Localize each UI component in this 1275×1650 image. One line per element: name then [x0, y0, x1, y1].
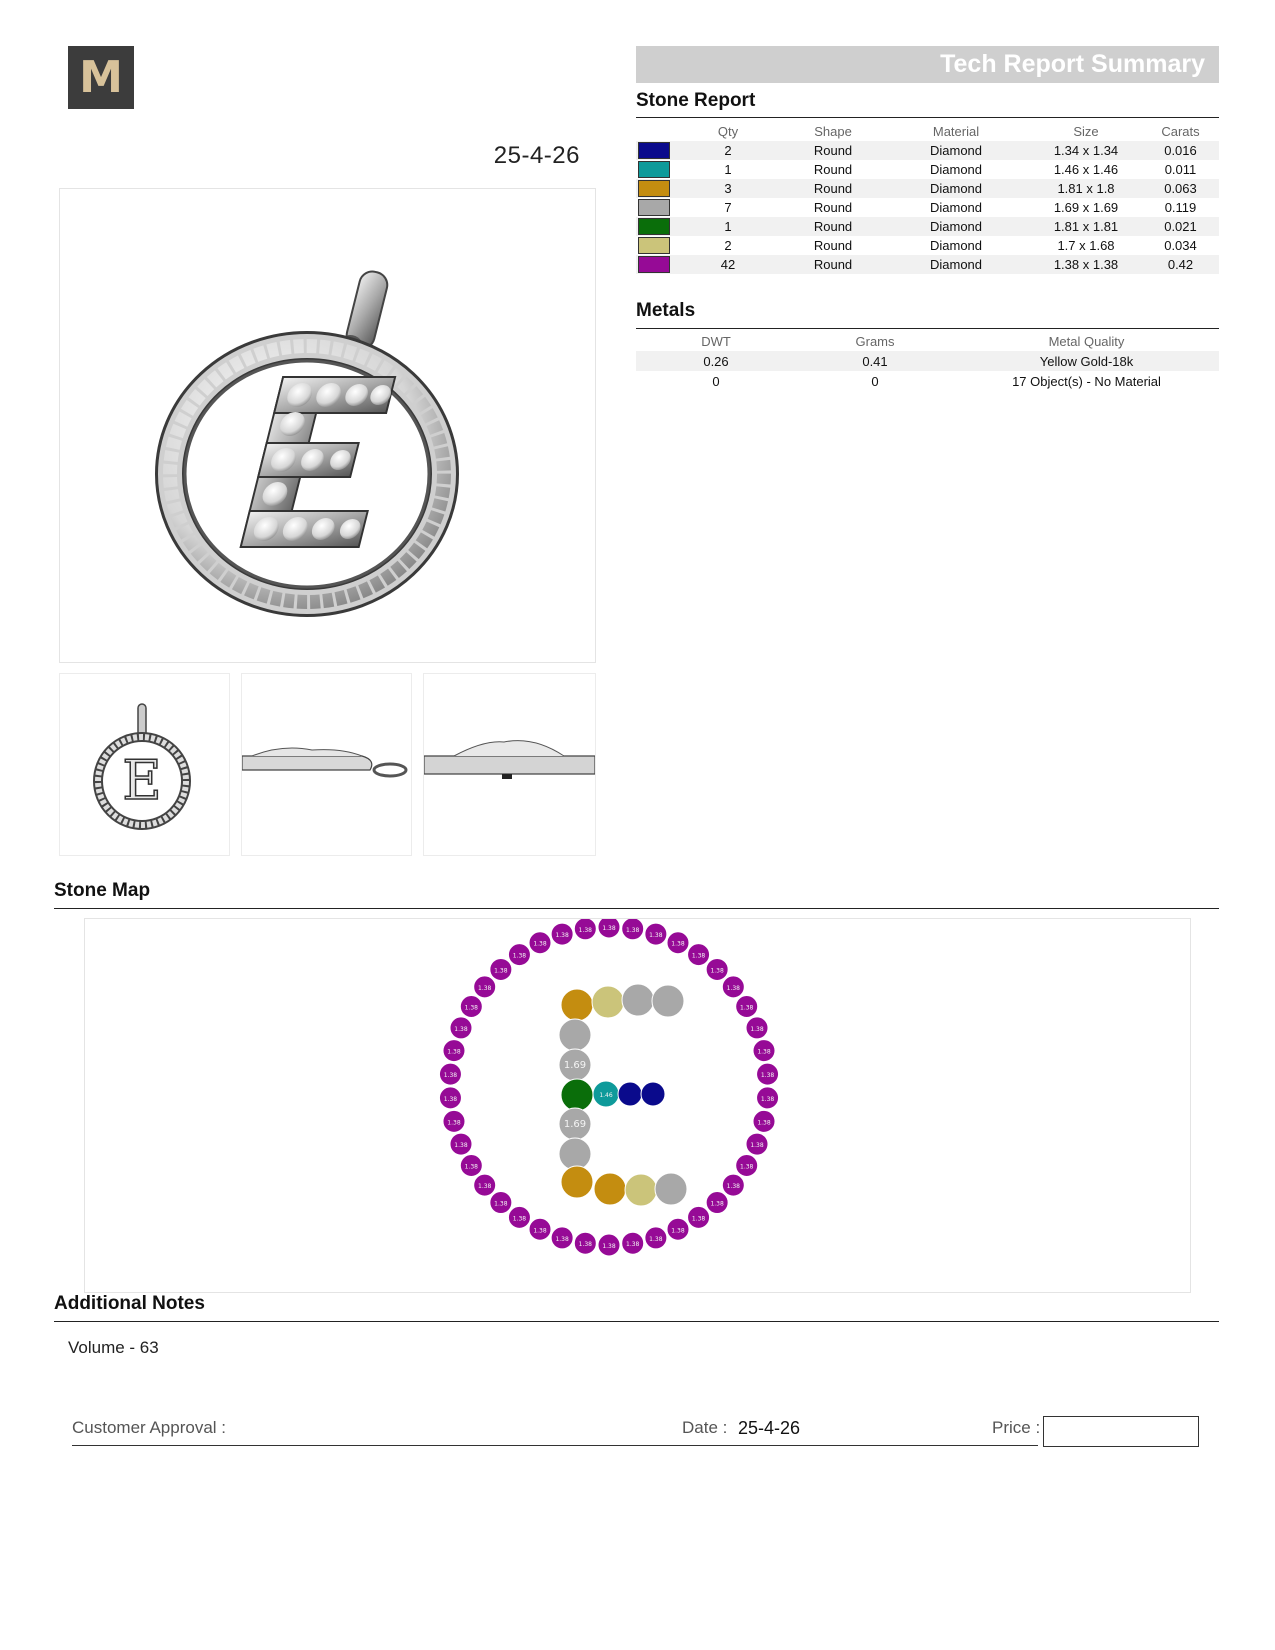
- material-column-header: Material: [932, 124, 980, 139]
- stone-qty-cell: 3: [672, 179, 784, 198]
- main-render-view: [59, 188, 596, 663]
- metal-dwt-cell: 0.26: [636, 351, 796, 371]
- stone-size-label: 1.69: [563, 1060, 587, 1071]
- stone-qty-cell: 7: [724, 200, 732, 215]
- stone-material-cell: Diamond: [929, 200, 983, 215]
- stone-size-label: 1.38: [443, 1072, 458, 1080]
- stone-shape-cell: Round: [784, 217, 882, 236]
- stone-size-label: 1.38: [757, 1119, 771, 1127]
- stone-size-cell: 1.34 x 1.34: [1030, 141, 1142, 160]
- stone-row: [636, 236, 1219, 255]
- stone-shape-cell: Round: [784, 255, 882, 274]
- stone-size-cell: 1.81 x 1.81: [1030, 217, 1142, 236]
- stone-material-cell: Diamond: [882, 217, 1030, 236]
- side-view-render: [242, 674, 411, 855]
- letter-stone: [594, 1173, 626, 1205]
- stone-size-cell: 1.69 x 1.69: [1053, 200, 1119, 215]
- stone-size-label: 1.38: [649, 1235, 663, 1243]
- stone-map-heading: Stone Map: [54, 880, 151, 901]
- stone-size-label: 1.38: [726, 1183, 740, 1191]
- stone-size-label: 1.38: [555, 932, 569, 940]
- stone-size-label: 1.38: [710, 967, 724, 975]
- stone-map-diagram: [85, 919, 1190, 1292]
- metal-quality-column-header: Metal Quality: [1048, 334, 1125, 349]
- stone-report-table: [636, 122, 1219, 274]
- stone-size-label: 1.38: [494, 1200, 508, 1208]
- stone-qty-cell: 42: [672, 255, 784, 274]
- metal-row: [636, 371, 1219, 391]
- stone-color-cell: [636, 236, 672, 255]
- stone-size-label: 1.38: [555, 1235, 569, 1243]
- stone-material-cell: Diamond: [929, 162, 983, 177]
- edge-view-thumbnail: [423, 673, 596, 856]
- stone-size-label: 1.38: [447, 1119, 461, 1127]
- report-title-bar: [636, 46, 1219, 83]
- svg-text:E: E: [122, 749, 162, 812]
- letter-stone: [559, 1019, 591, 1051]
- stone-size-label: 1.38: [626, 1241, 640, 1249]
- stone-shape-cell: Round: [813, 200, 853, 215]
- stone-carats-cell: 0.119: [1164, 200, 1197, 215]
- stone-carats-cell: 0.063: [1142, 179, 1219, 198]
- metal-grams-cell: 0: [871, 373, 879, 389]
- stone-size-label: 1.38: [649, 932, 663, 940]
- stone-size-label: 1.38: [533, 940, 547, 948]
- stone-size-label: 1.38: [447, 1048, 461, 1056]
- additional-notes-heading: Additional Notes: [54, 1293, 205, 1314]
- stone-size-label: 1.38: [750, 1025, 764, 1033]
- stone-size-label: 1.38: [760, 1072, 775, 1080]
- size-column-header: Size: [1073, 124, 1099, 139]
- stone-color-swatch: [638, 256, 670, 273]
- stone-row: [636, 255, 1219, 274]
- price-label: Price :: [992, 1418, 1041, 1437]
- metal-grams-cell: 0.41: [796, 351, 954, 371]
- date-label: Date :: [682, 1418, 728, 1437]
- metal-dwt-cell: 0: [712, 373, 720, 389]
- stone-size-cell: 1.7 x 1.68: [1057, 238, 1115, 253]
- stone-size-label: 1.38: [757, 1048, 771, 1056]
- side-view-thumbnail: [241, 673, 412, 856]
- stone-color-cell: [636, 198, 672, 217]
- stone-size-label: 1.38: [750, 1142, 764, 1150]
- metal-quality-cell: 17 Object(s) - No Material: [1012, 373, 1161, 389]
- letter-stone: [559, 1138, 591, 1170]
- stone-color-cell: [636, 217, 672, 236]
- metals-heading: Metals: [636, 300, 696, 321]
- stone-carats-cell: 0.016: [1142, 141, 1219, 160]
- stone-carats-cell: 0.021: [1142, 217, 1219, 236]
- swatch-column-header: [636, 122, 672, 141]
- shape-column-header: Shape: [814, 124, 852, 139]
- edge-view-render: [424, 674, 595, 855]
- stone-material-cell: Diamond: [882, 255, 1030, 274]
- stone-shape-cell: Round: [784, 179, 882, 198]
- stone-row: [636, 160, 1219, 179]
- stone-size-label: 1.38: [602, 925, 616, 932]
- stone-size-label: 1.38: [740, 1004, 754, 1012]
- stone-row: [636, 179, 1219, 198]
- date-value: 25-4-26: [738, 1418, 801, 1438]
- metal-quality-cell: Yellow Gold-18k: [954, 351, 1219, 371]
- stone-size-cell: 1.81 x 1.8: [1030, 179, 1142, 198]
- stone-carats-cell: 0.034: [1164, 238, 1197, 253]
- approval-signature-line: [72, 1445, 1038, 1446]
- stone-material-cell: Diamond: [929, 238, 983, 253]
- letter-stone: [625, 1174, 657, 1206]
- stone-carats-cell: 0.42: [1142, 255, 1219, 274]
- stone-size-label: 1.38: [454, 1142, 468, 1150]
- stone-shape-cell: Round: [784, 141, 882, 160]
- stone-size-label: 1.38: [512, 1215, 527, 1223]
- company-logo: [68, 46, 134, 109]
- stone-qty-cell: 1: [672, 217, 784, 236]
- pendant-front-render: [60, 189, 595, 662]
- stone-size-label: 1.38: [710, 1200, 724, 1208]
- metal-row: [636, 351, 1219, 371]
- letter-stone: [618, 1082, 642, 1106]
- dwt-column-header: DWT: [701, 334, 731, 349]
- stone-report-heading: Stone Report: [636, 90, 756, 111]
- stone-table-header: [636, 122, 1219, 141]
- letter-stone: [561, 1079, 593, 1111]
- qty-column-header: Qty: [717, 124, 739, 139]
- stone-size-label: 1.38: [578, 926, 592, 934]
- stone-map-panel: [84, 918, 1191, 1293]
- stone-color-cell: [636, 179, 672, 198]
- letter-stone: [592, 986, 624, 1018]
- stone-size-label: 1.38: [464, 1004, 478, 1012]
- stone-size-label: 1.38: [626, 926, 640, 934]
- stone-size-label: 1.38: [691, 952, 706, 960]
- front-view-render: [60, 674, 229, 855]
- stone-size-label: 1.38: [533, 1227, 547, 1235]
- stone-row: [636, 217, 1219, 236]
- stone-size-label: 1.38: [671, 940, 685, 948]
- price-input-box[interactable]: [1043, 1416, 1199, 1447]
- additional-notes-rule: [54, 1321, 1219, 1322]
- stone-color-cell: [636, 141, 672, 160]
- letter-stone: [561, 1166, 593, 1198]
- metals-table: [636, 332, 1219, 391]
- stone-color-swatch: [638, 161, 670, 178]
- stone-size-label: 1.38: [478, 984, 492, 992]
- stone-size-label: 1.38: [454, 1025, 468, 1033]
- front-view-thumbnail: [59, 673, 230, 856]
- stone-size-label: 1.38: [578, 1241, 592, 1249]
- carats-column-header: Carats: [1161, 124, 1200, 139]
- stone-shape-cell: Round: [813, 238, 853, 253]
- stone-material-cell: Diamond: [882, 141, 1030, 160]
- stone-color-cell: [636, 160, 672, 179]
- stone-size-label: 1.69: [563, 1119, 587, 1130]
- stone-carats-cell: 0.011: [1164, 162, 1197, 177]
- stone-size-label: 1.38: [602, 1243, 616, 1250]
- stone-color-swatch: [638, 218, 670, 235]
- stone-size-cell: 1.38 x 1.38: [1030, 255, 1142, 274]
- stone-color-swatch: [638, 237, 670, 254]
- stone-size-label: 1.38: [512, 952, 527, 960]
- stone-size-label: 1.38: [740, 1163, 754, 1171]
- stone-size-label: 1.38: [726, 984, 740, 992]
- metals-rule: [636, 328, 1219, 329]
- logo-letter: M: [79, 52, 123, 103]
- letter-stone: [561, 989, 593, 1021]
- stone-size-label: 1.38: [760, 1095, 775, 1103]
- grams-column-header: Grams: [855, 334, 895, 349]
- stone-color-cell: [636, 255, 672, 274]
- stone-size-label: 1.38: [443, 1095, 458, 1103]
- stone-report-rule: [636, 117, 1219, 118]
- letter-stone: [655, 1173, 687, 1205]
- stone-color-swatch: [638, 199, 670, 216]
- letter-stone: [622, 984, 654, 1016]
- stone-row: [636, 198, 1219, 217]
- stone-size-label: 1.46: [599, 1092, 613, 1099]
- stone-size-label: 1.38: [671, 1227, 685, 1235]
- letter-stone: [641, 1082, 665, 1106]
- stone-map-rule: [54, 908, 1219, 909]
- stone-size-label: 1.38: [691, 1215, 706, 1223]
- stone-size-label: 1.38: [464, 1163, 478, 1171]
- stone-color-swatch: [638, 142, 670, 159]
- metals-table-header: [636, 332, 1219, 351]
- stone-size-label: 1.38: [478, 1183, 492, 1191]
- stone-size-cell: 1.46 x 1.46: [1053, 162, 1119, 177]
- customer-approval-label: Customer Approval :: [72, 1418, 227, 1437]
- stone-material-cell: Diamond: [882, 179, 1030, 198]
- stone-qty-cell: 2: [672, 141, 784, 160]
- stone-row: [636, 141, 1219, 160]
- report-title: Tech Report Summary: [940, 50, 1205, 78]
- stone-qty-cell: 2: [724, 238, 732, 253]
- job-code: 25-4-26: [493, 142, 580, 169]
- stone-qty-cell: 1: [724, 162, 732, 177]
- stone-shape-cell: Round: [813, 162, 853, 177]
- stone-size-label: 1.38: [494, 967, 508, 975]
- notes-text: Volume - 63: [68, 1338, 159, 1357]
- letter-stone: [652, 985, 684, 1017]
- stone-color-swatch: [638, 180, 670, 197]
